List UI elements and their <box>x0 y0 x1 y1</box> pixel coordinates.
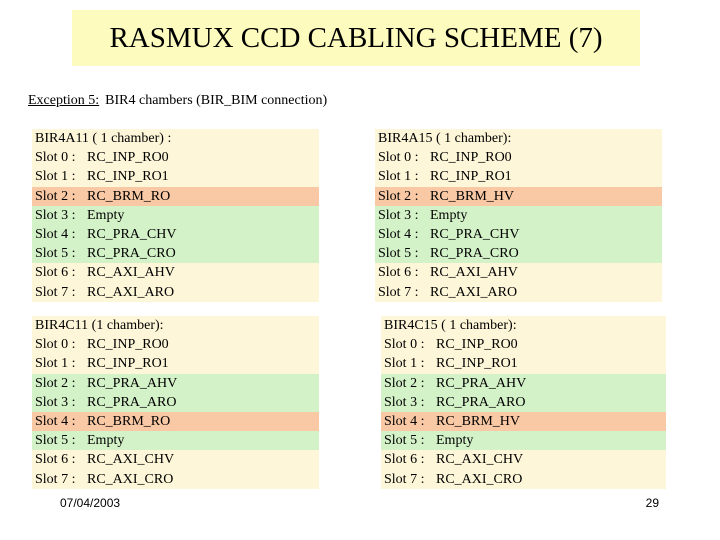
slot-label: Slot 1 : <box>384 356 425 372</box>
slot-label: Slot 7 : <box>35 471 76 487</box>
slot-value: RC_AXI_CRO <box>436 471 523 487</box>
slot-label: Slot 2 : <box>35 375 76 391</box>
slot-row <box>375 206 662 225</box>
slot-row <box>381 412 666 431</box>
slot-label: Slot 4 : <box>378 226 419 242</box>
slot-row <box>32 225 319 244</box>
cabling-block-bir4a11 <box>32 129 319 302</box>
slot-row <box>381 431 666 450</box>
block-title: BIR4C15 ( 1 chamber): <box>381 316 666 335</box>
slot-value: RC_INP_RO1 <box>436 356 518 372</box>
slot-row <box>32 354 319 373</box>
slot-label: Slot 7 : <box>378 284 419 300</box>
slot-value: RC_BRM_RO <box>87 413 171 429</box>
subtitle-text: BIR4 chambers (BIR_BIM connection) <box>105 93 328 108</box>
slot-value: RC_BRM_HV <box>430 188 515 204</box>
slot-row <box>32 167 319 186</box>
slot-label: Slot 3 : <box>35 207 76 223</box>
slot-row <box>32 187 319 206</box>
slot-label: Slot 6 : <box>35 452 76 468</box>
block-title: BIR4A11 ( 1 chamber) : <box>32 129 319 148</box>
slot-row <box>381 354 666 373</box>
slot-label: Slot 5 : <box>35 433 76 449</box>
slot-value: Empty <box>430 207 468 223</box>
slot-value: RC_AXI_AHV <box>430 265 518 281</box>
slot-row <box>381 450 666 469</box>
slot-value: RC_PRA_CRO <box>430 246 519 262</box>
slot-row <box>381 335 666 354</box>
slot-label: Slot 3 : <box>35 394 76 410</box>
slot-value: RC_INP_RO0 <box>87 150 169 166</box>
subtitle <box>28 93 327 109</box>
slot-row <box>32 206 319 225</box>
slot-label: Slot 0 : <box>35 150 76 166</box>
slot-label: Slot 3 : <box>384 394 425 410</box>
slot-value: RC_PRA_CHV <box>87 226 177 242</box>
slot-value: RC_INP_RO0 <box>430 150 512 166</box>
slot-list <box>381 335 666 489</box>
slot-row <box>32 335 319 354</box>
slot-label: Slot 6 : <box>35 265 76 281</box>
subtitle-prefix: Exception 5: <box>28 93 100 108</box>
slot-label: Slot 1 : <box>35 169 76 185</box>
slot-label: Slot 7 : <box>35 284 76 300</box>
slot-label: Slot 4 : <box>35 413 76 429</box>
slot-label: Slot 4 : <box>384 413 425 429</box>
slot-label: Slot 5 : <box>384 433 425 449</box>
slot-list <box>32 335 319 489</box>
slot-value: RC_AXI_ARO <box>87 284 175 300</box>
slot-label: Slot 5 : <box>35 246 76 262</box>
slot-row <box>381 374 666 393</box>
slot-value: RC_AXI_AHV <box>87 265 175 281</box>
slot-row <box>32 283 319 302</box>
slot-value: RC_INP_RO1 <box>87 356 169 372</box>
cabling-block-bir4a15 <box>375 129 662 302</box>
slot-label: Slot 0 : <box>378 150 419 166</box>
footer-date: 07/04/2003 <box>60 496 121 510</box>
slot-row <box>375 187 662 206</box>
slot-list <box>375 148 662 302</box>
slot-row <box>32 412 319 431</box>
slot-value: Empty <box>436 433 474 449</box>
slot-value: RC_PRA_AHV <box>436 375 527 391</box>
slot-row <box>375 244 662 263</box>
slot-row <box>375 263 662 282</box>
slot-value: Empty <box>87 207 125 223</box>
slot-list <box>32 148 319 302</box>
slot-value: RC_PRA_AHV <box>87 375 178 391</box>
slot-label: Slot 3 : <box>378 207 419 223</box>
cabling-block-bir4c15 <box>381 316 666 489</box>
slot-value: RC_PRA_ARO <box>87 394 177 410</box>
slot-label: Slot 6 : <box>384 452 425 468</box>
block-title: BIR4A15 ( 1 chamber): <box>375 129 662 148</box>
slot-label: Slot 5 : <box>378 246 419 262</box>
slot-row <box>32 393 319 412</box>
slot-row <box>375 148 662 167</box>
slot-value: RC_AXI_CHV <box>87 452 175 468</box>
slot-row <box>375 225 662 244</box>
slot-label: Slot 0 : <box>35 337 76 353</box>
slot-value: RC_BRM_RO <box>87 188 171 204</box>
slot-value: RC_BRM_HV <box>436 413 521 429</box>
slot-row <box>375 283 662 302</box>
block-title: BIR4C11 (1 chamber): <box>32 316 319 335</box>
slot-row <box>32 450 319 469</box>
slot-row <box>32 470 319 489</box>
slot-label: Slot 1 : <box>35 356 76 372</box>
slot-value: Empty <box>87 433 125 449</box>
slot-row <box>32 263 319 282</box>
slot-label: Slot 4 : <box>35 226 76 242</box>
slot-row <box>32 374 319 393</box>
slot-row <box>32 148 319 167</box>
slot-row <box>381 393 666 412</box>
slot-value: RC_INP_RO0 <box>436 337 518 353</box>
slot-value: RC_AXI_CRO <box>87 471 174 487</box>
cabling-block-bir4c11 <box>32 316 319 489</box>
slot-row <box>375 167 662 186</box>
slot-value: RC_PRA_ARO <box>436 394 526 410</box>
slot-row <box>381 470 666 489</box>
slot-value: RC_PRA_CRO <box>87 246 176 262</box>
slot-label: Slot 2 : <box>35 188 76 204</box>
slide-title: RASMUX CCD CABLING SCHEME (7) <box>72 10 640 66</box>
page-number: 29 <box>645 496 659 510</box>
slot-row <box>32 431 319 450</box>
slot-value: RC_AXI_ARO <box>430 284 518 300</box>
slot-label: Slot 1 : <box>378 169 419 185</box>
slot-label: Slot 7 : <box>384 471 425 487</box>
slot-label: Slot 2 : <box>378 188 419 204</box>
slot-label: Slot 2 : <box>384 375 425 391</box>
slot-value: RC_PRA_CHV <box>430 226 520 242</box>
slot-value: RC_INP_RO1 <box>430 169 512 185</box>
slot-label: Slot 0 : <box>384 337 425 353</box>
slot-value: RC_INP_RO1 <box>87 169 169 185</box>
slot-row <box>32 244 319 263</box>
slot-value: RC_AXI_CHV <box>436 452 524 468</box>
slot-value: RC_INP_RO0 <box>87 337 169 353</box>
slot-label: Slot 6 : <box>378 265 419 281</box>
